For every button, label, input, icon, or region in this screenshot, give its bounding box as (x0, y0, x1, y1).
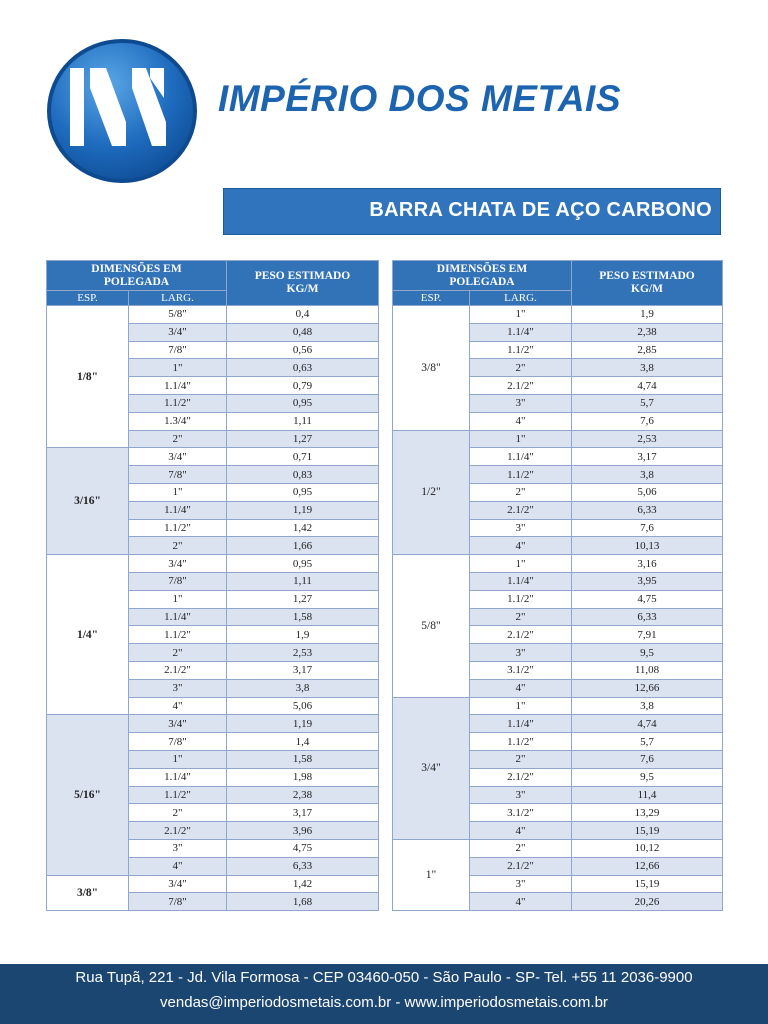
table-row (47, 306, 379, 324)
width-cell: 1.1/4" (470, 715, 572, 733)
weight-cell: 0,95 (227, 394, 379, 412)
table-row (47, 555, 379, 573)
width-cell: 7/8" (129, 893, 227, 911)
width-cell: 2.1/2" (129, 822, 227, 840)
footer (0, 964, 768, 1024)
header-weight: PESO ESTIMADO KG/M (572, 261, 723, 306)
width-cell: 1.1/2" (470, 733, 572, 751)
width-cell: 4" (129, 857, 227, 875)
width-cell: 3" (470, 875, 572, 893)
header-dimensions: DIMENSÕES EM POLEGADA (47, 261, 227, 291)
weight-cell: 3,17 (227, 661, 379, 679)
width-cell: 7/8" (129, 466, 227, 484)
width-cell: 1.1/2" (129, 519, 227, 537)
width-cell: 2" (129, 430, 227, 448)
weight-cell: 1,58 (227, 750, 379, 768)
weight-cell: 13,29 (572, 804, 723, 822)
weight-cell: 7,6 (572, 412, 723, 430)
width-cell: 4" (129, 697, 227, 715)
width-cell: 2.1/2" (470, 501, 572, 519)
weight-cell: 1,19 (227, 501, 379, 519)
weight-cell: 1,4 (227, 733, 379, 751)
weight-cell: 2,85 (572, 341, 723, 359)
width-cell: 3/4" (129, 715, 227, 733)
footer-contact: vendas@imperiodosmetais.com.br - www.imperiodosmetais.com.br (160, 994, 608, 1011)
weight-cell: 0,83 (227, 466, 379, 484)
table-row (47, 715, 379, 733)
width-cell: 1.1/2" (470, 590, 572, 608)
weight-cell: 2,53 (227, 644, 379, 662)
weight-cell: 2,38 (572, 323, 723, 341)
weight-cell: 6,33 (227, 857, 379, 875)
thickness-cell: 1" (393, 839, 470, 910)
width-cell: 1.1/4" (470, 572, 572, 590)
company-logo (46, 38, 198, 184)
weight-cell: 1,58 (227, 608, 379, 626)
weight-cell: 9,5 (572, 644, 723, 662)
width-cell: 1.1/4" (470, 448, 572, 466)
weight-cell: 1,11 (227, 412, 379, 430)
width-cell: 1" (129, 590, 227, 608)
weight-cell: 1,27 (227, 590, 379, 608)
width-cell: 3/4" (129, 555, 227, 573)
width-cell: 1.1/4" (470, 323, 572, 341)
thickness-cell: 1/8" (47, 306, 129, 448)
weight-cell: 6,33 (572, 608, 723, 626)
thickness-cell: 5/16" (47, 715, 129, 875)
thickness-cell: 3/8" (393, 306, 470, 431)
weight-cell: 12,66 (572, 857, 723, 875)
weight-cell: 3,17 (572, 448, 723, 466)
weight-cell: 4,75 (572, 590, 723, 608)
width-cell: 4" (470, 679, 572, 697)
weight-cell: 5,06 (227, 697, 379, 715)
width-cell: 1" (470, 430, 572, 448)
width-cell: 2" (129, 804, 227, 822)
width-cell: 1" (129, 750, 227, 768)
width-cell: 1" (470, 306, 572, 324)
width-cell: 7/8" (129, 733, 227, 751)
width-cell: 4" (470, 412, 572, 430)
brand-name: IMPÉRIO DOS METAIS (218, 78, 622, 119)
width-cell: 2.1/2" (129, 661, 227, 679)
weight-cell: 11,08 (572, 661, 723, 679)
weight-cell: 0,63 (227, 359, 379, 377)
table-body-right (393, 306, 723, 911)
width-cell: 3" (129, 839, 227, 857)
width-cell: 1.1/2" (129, 394, 227, 412)
weight-cell: 1,11 (227, 572, 379, 590)
weight-cell: 1,27 (227, 430, 379, 448)
width-cell: 2.1/2" (470, 857, 572, 875)
weight-cell: 1,9 (227, 626, 379, 644)
width-cell: 1.1/2" (470, 341, 572, 359)
weight-cell: 20,26 (572, 893, 723, 911)
header-esp: ESP. (393, 291, 470, 306)
width-cell: 2" (470, 483, 572, 501)
header-weight: PESO ESTIMADO KG/M (227, 261, 379, 306)
weight-cell: 10,12 (572, 839, 723, 857)
header-esp: ESP. (47, 291, 129, 306)
weight-cell: 3,95 (572, 572, 723, 590)
weight-cell: 3,8 (572, 697, 723, 715)
weight-cell: 7,91 (572, 626, 723, 644)
weight-cell: 2,38 (227, 786, 379, 804)
weight-cell: 4,74 (572, 715, 723, 733)
weight-cell: 15,19 (572, 822, 723, 840)
weight-cell: 0,95 (227, 483, 379, 501)
width-cell: 1" (129, 483, 227, 501)
weight-cell: 10,13 (572, 537, 723, 555)
width-cell: 3" (470, 644, 572, 662)
weight-cell: 1,42 (227, 519, 379, 537)
weight-cell: 6,33 (572, 501, 723, 519)
width-cell: 3/4" (129, 323, 227, 341)
header-larg: LARG. (129, 291, 227, 306)
weight-cell: 4,75 (227, 839, 379, 857)
width-cell: 1.1/4" (129, 768, 227, 786)
width-cell: 3" (129, 679, 227, 697)
table-row (47, 448, 379, 466)
weight-cell: 0,71 (227, 448, 379, 466)
weight-cell: 1,68 (227, 893, 379, 911)
weight-cell: 1,66 (227, 537, 379, 555)
weight-cell: 12,66 (572, 679, 723, 697)
width-cell: 1" (129, 359, 227, 377)
width-cell: 2.1/2" (470, 626, 572, 644)
width-cell: 7/8" (129, 341, 227, 359)
weight-cell: 5,7 (572, 733, 723, 751)
weight-cell: 7,6 (572, 519, 723, 537)
header-dimensions: DIMENSÕES EM POLEGADA (393, 261, 572, 291)
weight-cell: 15,19 (572, 875, 723, 893)
thickness-cell: 3/16" (47, 448, 129, 555)
width-cell: 2" (129, 644, 227, 662)
width-cell: 3" (470, 519, 572, 537)
weight-cell: 3,8 (572, 466, 723, 484)
weight-cell: 1,42 (227, 875, 379, 893)
weight-cell: 3,16 (572, 555, 723, 573)
weight-cell: 0,4 (227, 306, 379, 324)
weight-cell: 1,19 (227, 715, 379, 733)
table-row (393, 430, 723, 448)
table-body-left (47, 306, 379, 911)
weight-cell: 9,5 (572, 768, 723, 786)
weight-cell: 0,56 (227, 341, 379, 359)
page-title: BARRA CHATA DE AÇO CARBONO (369, 199, 712, 221)
table-row (393, 697, 723, 715)
weight-cell: 3,96 (227, 822, 379, 840)
weight-cell: 1,98 (227, 768, 379, 786)
width-cell: 3/4" (129, 875, 227, 893)
footer-address: Rua Tupã, 221 - Jd. Vila Formosa - CEP 03460-050 - São Paulo - SP- Tel. +55 11 2036-9900 (75, 969, 693, 986)
width-cell: 1.1/4" (129, 377, 227, 395)
table-row (393, 306, 723, 324)
width-cell: 1.1/2" (129, 786, 227, 804)
weight-cell: 3,8 (227, 679, 379, 697)
width-cell: 3/4" (129, 448, 227, 466)
weight-cell: 3,8 (572, 359, 723, 377)
weight-cell: 5,06 (572, 483, 723, 501)
weight-table-left (46, 260, 379, 911)
thickness-cell: 5/8" (393, 555, 470, 697)
table-row (393, 555, 723, 573)
weight-cell: 3,17 (227, 804, 379, 822)
header-larg: LARG. (470, 291, 572, 306)
weight-cell: 1,9 (572, 306, 723, 324)
width-cell: 2.1/2" (470, 768, 572, 786)
width-cell: 4" (470, 537, 572, 555)
weight-cell: 4,74 (572, 377, 723, 395)
width-cell: 3" (470, 394, 572, 412)
width-cell: 1" (470, 555, 572, 573)
width-cell: 1.1/2" (470, 466, 572, 484)
width-cell: 2" (129, 537, 227, 555)
width-cell: 7/8" (129, 572, 227, 590)
width-cell: 1.3/4" (129, 412, 227, 430)
width-cell: 3.1/2" (470, 661, 572, 679)
weight-cell: 11,4 (572, 786, 723, 804)
width-cell: 2" (470, 839, 572, 857)
width-cell: 1.1/2" (129, 626, 227, 644)
weight-table-right (392, 260, 723, 911)
width-cell: 5/8" (129, 306, 227, 324)
width-cell: 2" (470, 359, 572, 377)
thickness-cell: 3/4" (393, 697, 470, 839)
weight-cell: 0,48 (227, 323, 379, 341)
width-cell: 1.1/4" (129, 608, 227, 626)
width-cell: 1" (470, 697, 572, 715)
table-row (393, 839, 723, 857)
width-cell: 3.1/2" (470, 804, 572, 822)
width-cell: 2.1/2" (470, 377, 572, 395)
width-cell: 4" (470, 893, 572, 911)
width-cell: 3" (470, 786, 572, 804)
width-cell: 2" (470, 750, 572, 768)
thickness-cell: 3/8" (47, 875, 129, 911)
thickness-cell: 1/2" (393, 430, 470, 555)
title-banner (223, 188, 721, 235)
thickness-cell: 1/4" (47, 555, 129, 715)
width-cell: 4" (470, 822, 572, 840)
weight-cell: 5,7 (572, 394, 723, 412)
weight-cell: 0,79 (227, 377, 379, 395)
width-cell: 2" (470, 608, 572, 626)
weight-cell: 0,95 (227, 555, 379, 573)
weight-cell: 2,53 (572, 430, 723, 448)
table-row (47, 875, 379, 893)
width-cell: 1.1/4" (129, 501, 227, 519)
weight-cell: 7,6 (572, 750, 723, 768)
